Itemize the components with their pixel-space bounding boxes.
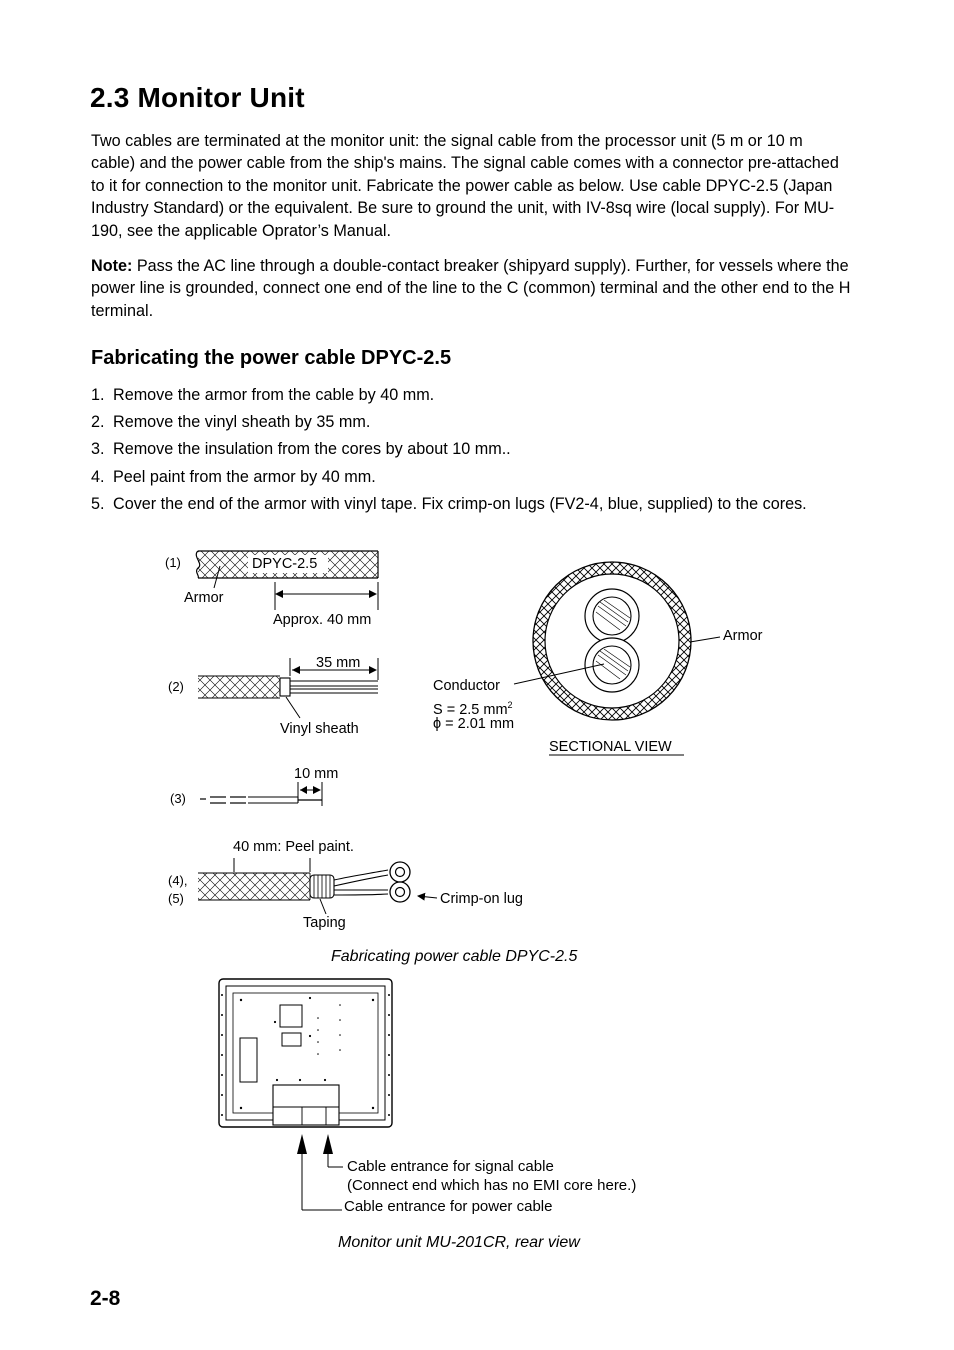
page-number: 2-8 — [90, 1287, 121, 1310]
step-text: Cover the end of the armor with vinyl tape. Fix crimp-on lugs (FV2-4, blue, supplied) to the cores. — [113, 494, 807, 513]
note-label: Note: — [91, 257, 133, 275]
conductor-area-sup: 2 — [507, 700, 513, 710]
dim-35mm-label: 35 mm — [316, 655, 361, 671]
step-text: Peel paint from the armor by 40 mm. — [113, 467, 376, 486]
conductor-diameter-label: ϕ = 2.01 mm — [433, 716, 515, 732]
step1-figure-label: (1) — [165, 555, 181, 570]
signal-entrance-label: Cable entrance for signal cable — [347, 1158, 554, 1175]
vinyl-sheath-label: Vinyl sheath — [280, 721, 359, 737]
crimp-on-lug-label: Crimp-on lug — [440, 891, 523, 907]
power-entrance-label: Cable entrance for power cable — [344, 1198, 553, 1215]
step-number: 1. — [91, 386, 105, 404]
armor-label: Armor — [184, 590, 224, 606]
subsection-title: Fabricating the power cable DPYC-2.5 — [91, 347, 452, 369]
taping-label: Taping — [303, 915, 346, 931]
step-number: 2. — [91, 413, 105, 432]
figure1-caption: Fabricating power cable DPYC-2.5 — [331, 948, 578, 965]
conductor-label: Conductor — [433, 678, 500, 694]
step-number: 4. — [91, 467, 105, 486]
step-text: Remove the insulation from the cores by about 10 mm.. — [113, 440, 511, 459]
step4-figure-label: (4), — [168, 873, 188, 888]
monitor-rear-view-drawing — [219, 979, 392, 1210]
step2-figure-label: (2) — [168, 679, 184, 694]
approx-40mm-label: Approx. 40 mm — [273, 612, 372, 628]
section-title: 2.3 Monitor Unit — [90, 82, 305, 113]
signal-entrance-note: (Connect end which has no EMI core here.) — [347, 1177, 637, 1194]
sectional-armor-label: Armor — [723, 628, 763, 644]
step-number: 3. — [91, 440, 105, 459]
cable-step45-drawing — [198, 858, 437, 914]
dim-10mm-label: 10 mm — [294, 766, 339, 782]
step-text: Remove the armor from the cable by 40 mm. — [113, 386, 435, 404]
cable-name-label: DPYC-2.5 — [252, 556, 318, 572]
peel-paint-label: 40 mm: Peel paint. — [233, 839, 354, 855]
figure2-caption: Monitor unit MU-201CR, rear view — [338, 1234, 580, 1251]
cable-step3-drawing — [200, 782, 322, 806]
note-text: Pass the AC line through a double-contact breaker (shipyard supply). Further, for vessels where the power line is grounded, connect one end of the line to the C (common) terminal and the other end to the H terminal. — [91, 257, 851, 320]
intro-paragraph: Two cables are terminated at the monitor unit: the signal cable from the processor unit (5 m or 10 m cable) and the power cable from the ship's mains. The signal cable comes with a connector pre-attached to it for connection to the monitor unit. Fabricate the power cable as below. Use cable DPYC-2.5 (Japan Industry Standard) or the equivalent. Be sure to ground the unit, with IV-8sq wire (local supply). For MU-190, see the applicable Oprator’s Manual. — [91, 132, 839, 240]
sectional-view-drawing — [514, 562, 720, 755]
step3-figure-label: (3) — [170, 791, 186, 806]
step-number: 5. — [91, 494, 105, 513]
sectional-view-label: SECTIONAL VIEW — [549, 739, 672, 755]
step5-figure-label: (5) — [168, 891, 184, 906]
step-text: Remove the vinyl sheath by 35 mm. — [113, 413, 371, 432]
conductor-area-text: S = 2.5 mm — [433, 701, 508, 718]
